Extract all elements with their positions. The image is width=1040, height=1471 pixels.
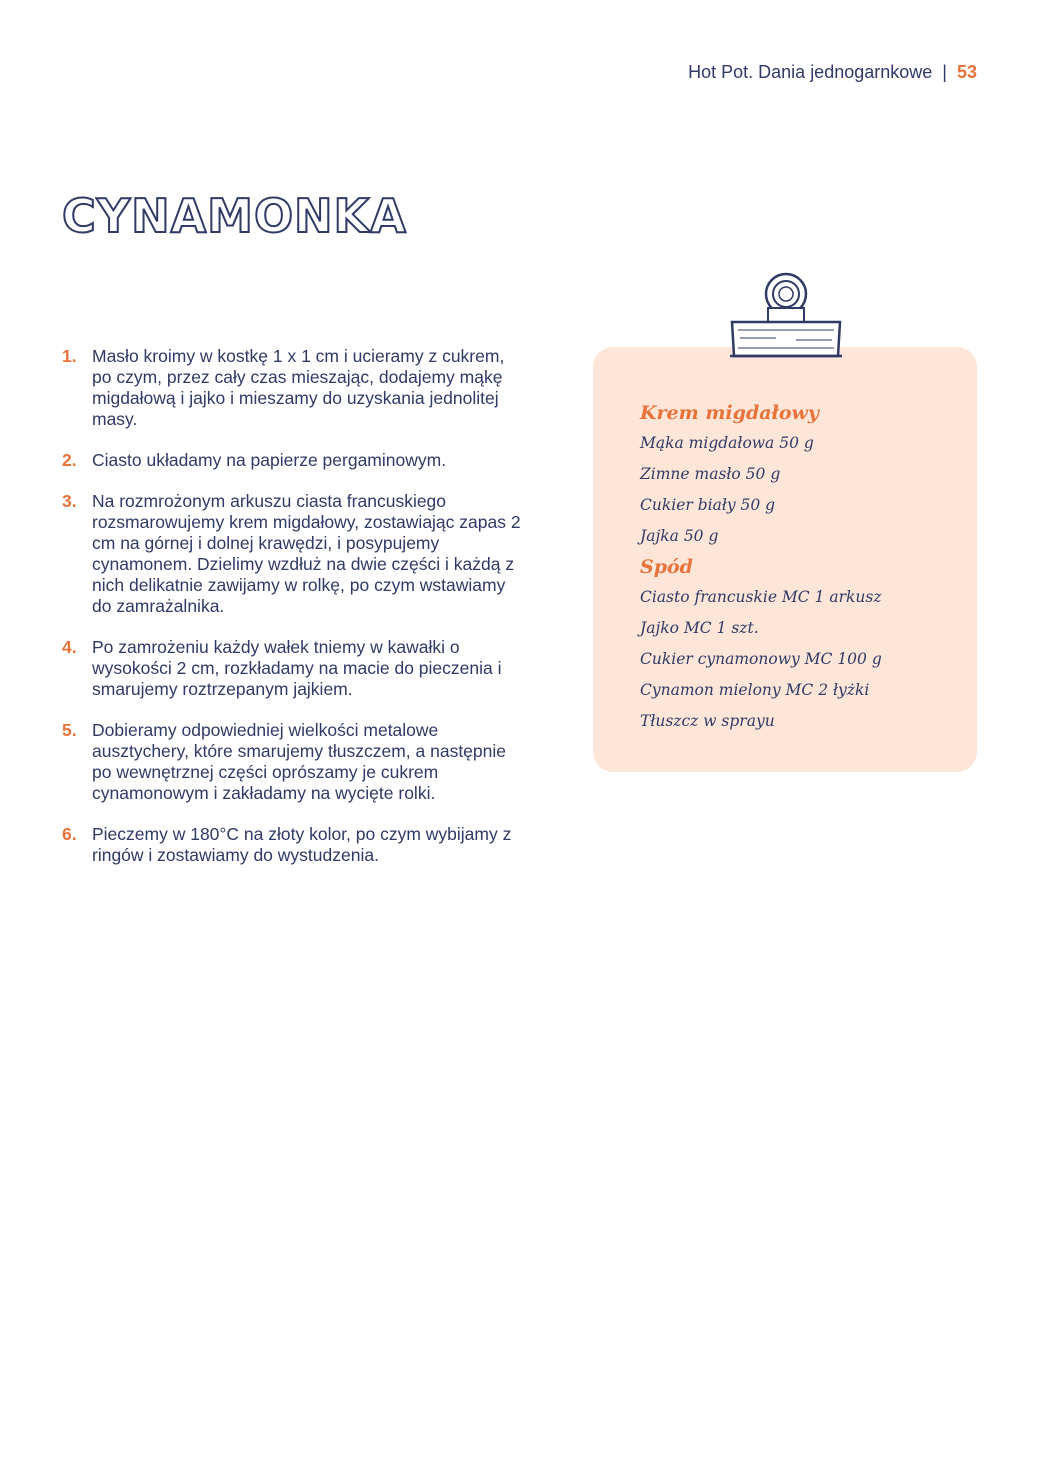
step-text: Po zamrożeniu każdy wałek tniemy w kawałki o wysokości 2 cm, rozkładamy na macie do pieczenia i smarujemy roztrzepanym jajkiem. bbox=[92, 637, 502, 699]
step-number: 2. bbox=[62, 450, 77, 470]
ingredient-item: Tłuszcz w sprayu bbox=[640, 712, 775, 730]
ingredient-item: Mąka migdałowa 50 g bbox=[640, 434, 814, 452]
step-text: Dobieramy odpowiedniej wielkości metalowe ausztychery, które smarujemy tłuszczem, a następnie po wewnętrznej części oprószamy je cukrem cynamonowym i zakładamy na wycięte rolki. bbox=[92, 720, 507, 803]
recipe-title: CYNAMONKA bbox=[62, 189, 407, 243]
step-text: Masło kroimy w kostkę 1 x 1 cm i ucieramy z cukrem, po czym, przez cały czas mieszając, dodajemy mąkę migdałową i jajko i mieszamy do uzyskania jednolitej masy. bbox=[92, 346, 505, 429]
step-item bbox=[62, 824, 522, 866]
step-number: 1. bbox=[62, 346, 77, 366]
ingredient-item: Ciasto francuskie MC 1 arkusz bbox=[640, 588, 882, 606]
ingredient-item: Zimne masło 50 g bbox=[640, 465, 781, 483]
ingredient-item: Cukier biały 50 g bbox=[640, 496, 776, 514]
step-number: 5. bbox=[62, 720, 77, 740]
step-item bbox=[62, 720, 522, 804]
step-text: Pieczemy w 180°C na złoty kolor, po czym wybijamy z ringów i zostawiamy do wystudzenia. bbox=[92, 824, 512, 865]
section-title-spod: Spód bbox=[640, 556, 693, 578]
header-separator: | bbox=[942, 62, 947, 82]
step-item bbox=[62, 450, 522, 471]
page-header bbox=[688, 62, 977, 83]
section-title-krem: Krem migdałowy bbox=[640, 402, 819, 424]
book-title: Hot Pot. Dania jednogarnkowe bbox=[688, 62, 933, 82]
step-number: 4. bbox=[62, 637, 77, 657]
step-number: 3. bbox=[62, 491, 77, 511]
clipboard-clip-icon bbox=[726, 270, 846, 362]
ingredient-item: Jajko MC 1 szt. bbox=[640, 619, 759, 637]
ingredient-item: Cynamon mielony MC 2 łyżki bbox=[640, 681, 870, 699]
step-item bbox=[62, 491, 522, 617]
step-text: Ciasto układamy na papierze pergaminowym. bbox=[92, 450, 447, 470]
ingredient-item: Jajka 50 g bbox=[640, 527, 719, 545]
step-text: Na rozmrożonym arkuszu ciasta francuskiego rozsmarowujemy krem migdałowy, zostawiając zapas 2 cm na górnej i dolnej krawędzi, i posypujemy cynamonem. Dzielimy wzdłuż na dwie części i każdą z nich delikatnie zawijamy w rolkę, po czym wstawiamy do zamrażalnika. bbox=[92, 491, 521, 616]
ingredient-item: Cukier cynamonowy MC 100 g bbox=[640, 650, 882, 668]
ingredients-list bbox=[640, 398, 960, 737]
step-item bbox=[62, 346, 522, 430]
page-number: 53 bbox=[956, 62, 977, 82]
step-item bbox=[62, 637, 522, 700]
steps-list bbox=[62, 346, 522, 886]
step-number: 6. bbox=[62, 824, 77, 844]
